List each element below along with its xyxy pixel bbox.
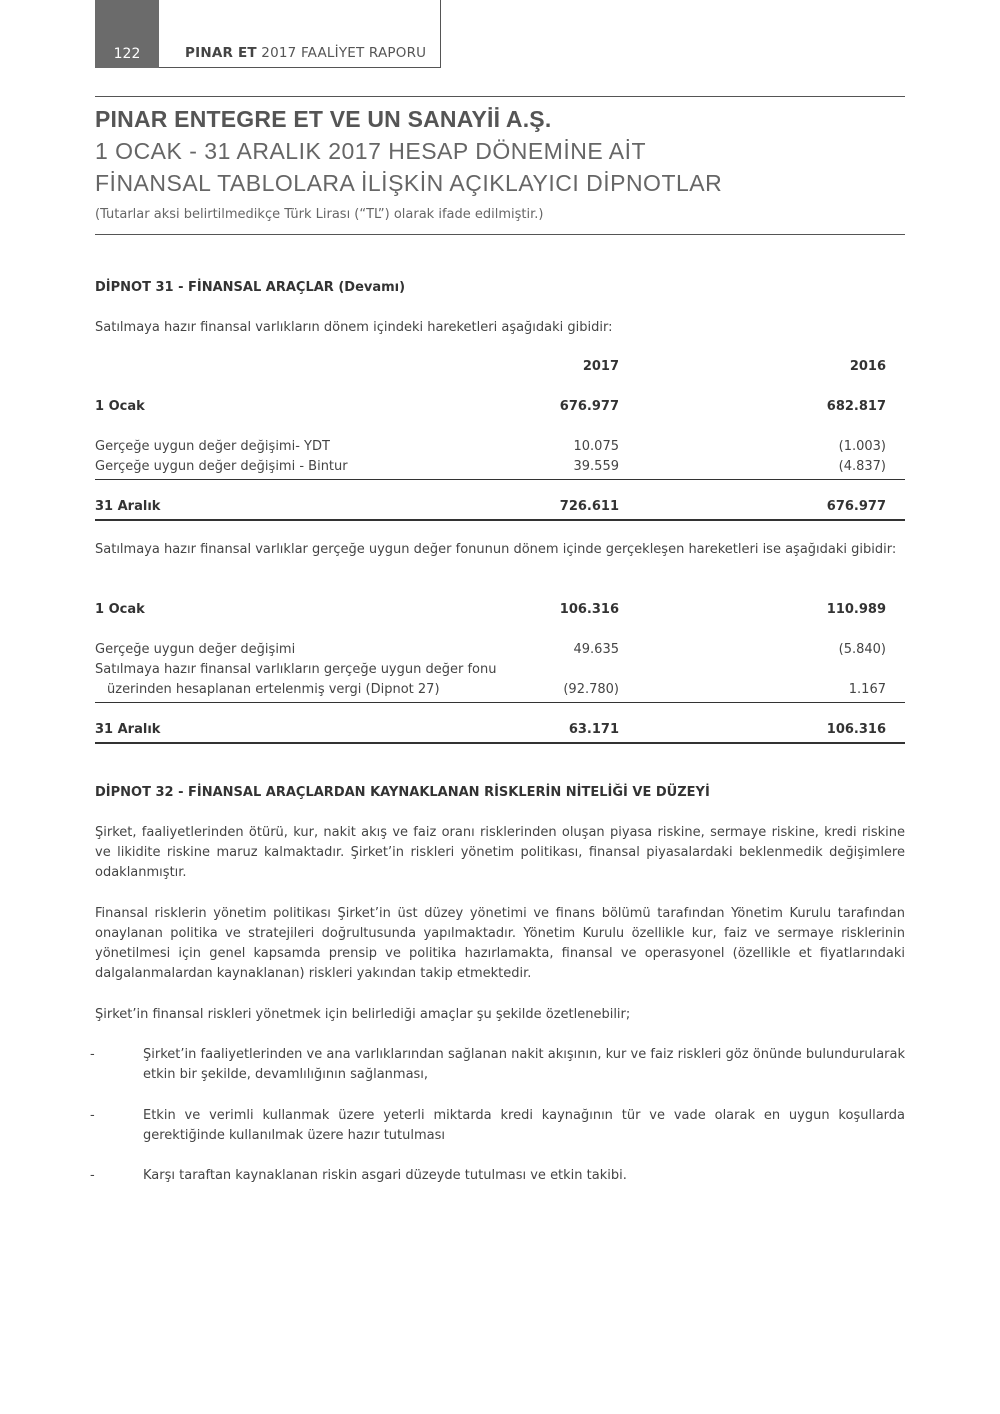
table-row — [95, 499, 905, 519]
table-row — [95, 602, 905, 622]
bullet-text: Etkin ve verimli kullanmak üzere yeterli miktarda kredi kaynağının tür ve vade olarak en uygun koşullarda gerektiğinde kullanılmak üzere hazır tutulması — [143, 1108, 905, 1143]
value-2016: (4.837) — [838, 459, 886, 474]
row-label: 31 Aralık — [95, 722, 161, 737]
table-header-row — [95, 359, 905, 379]
value-2017: 676.977 — [559, 399, 619, 414]
report-name: 2017 FAALİYET RAPORU — [261, 45, 427, 61]
value-2016: 110.989 — [826, 602, 886, 617]
page-number: 122 — [113, 46, 141, 62]
bullet-dash: - — [90, 1168, 95, 1183]
table-row — [95, 722, 905, 742]
bullet-dash: - — [90, 1047, 95, 1062]
table-total-rule — [95, 519, 905, 521]
bullet-text: Şirket’in faaliyetlerinden ve ana varlıklarından sağlanan nakit akışının, kur ve faiz riskleri göz önünde bulundurularak etkin bir şekilde, devamlılığının sağlanması, — [143, 1047, 905, 1082]
report-brand: PINAR ET — [185, 45, 257, 61]
col-2016-header: 2016 — [849, 359, 886, 374]
bullet-dash: - — [90, 1108, 95, 1123]
row-label: 1 Ocak — [95, 399, 145, 414]
list-item — [90, 1106, 905, 1146]
table-total-rule — [95, 742, 905, 744]
bullet-text: Karşı taraftan kaynaklanan riskin asgari düzeyde tutulması ve etkin takibi. — [143, 1168, 627, 1183]
note32-heading: DİPNOT 32 - FİNANSAL ARAÇLARDAN KAYNAKLANAN RİSKLERİN NİTELİĞİ VE DÜZEYİ — [95, 785, 710, 800]
table-row — [95, 682, 905, 702]
value-2017: 106.316 — [559, 602, 619, 617]
value-2017: 63.171 — [568, 722, 619, 737]
title-subject: FİNANSAL TABLOLARA İLİŞKİN AÇIKLAYICI DİPNOTLAR — [95, 170, 723, 196]
note31-intro1: Satılmaya hazır finansal varlıkların dönem içindeki hareketleri aşağıdaki gibidir: — [95, 320, 613, 335]
note31-intro2: Satılmaya hazır finansal varlıklar gerçeğe uygun değer fonunun dönem içinde gerçekleşen hareketleri ise aşağıdaki gibidir: — [95, 542, 897, 557]
table-row — [95, 399, 905, 419]
value-2016: 1.167 — [848, 682, 886, 697]
page-number-block — [95, 0, 159, 68]
note31-heading: DİPNOT 31 - FİNANSAL ARAÇLAR (Devamı) — [95, 280, 406, 295]
note32-paragraph-3: Şirket’in finansal riskleri yönetmek için belirlediği amaçlar şu şekilde özetlenebilir; — [95, 1007, 631, 1022]
value-2016: 106.316 — [826, 722, 886, 737]
report-title — [185, 45, 426, 61]
value-2017: 10.075 — [573, 439, 619, 454]
value-2016: 676.977 — [826, 499, 886, 514]
value-2017: 726.611 — [559, 499, 619, 514]
list-item — [90, 1045, 905, 1085]
currency-note: (Tutarlar aksi belirtilmedikçe Türk Lirası (“TL”) olarak ifade edilmiştir.) — [95, 207, 544, 222]
row-label: Gerçeğe uygun değer değişimi — [95, 642, 296, 657]
company-name: PINAR ENTEGRE ET VE UN SANAYİİ A.Ş. — [95, 106, 552, 132]
row-label: 1 Ocak — [95, 602, 145, 617]
table-row — [95, 439, 905, 459]
title-bottom-rule — [95, 234, 905, 235]
value-2016: (1.003) — [838, 439, 886, 454]
value-2017: 49.635 — [573, 642, 619, 657]
table-row — [95, 459, 905, 479]
row-label: Satılmaya hazır finansal varlıkların gerçeğe uygun değer fonu — [95, 662, 497, 677]
row-label: 31 Aralık — [95, 499, 161, 514]
col-2017-header: 2017 — [582, 359, 619, 374]
table-subtotal-rule — [95, 479, 905, 480]
value-2016: (5.840) — [838, 642, 886, 657]
title-top-rule — [95, 96, 905, 97]
list-item — [90, 1166, 905, 1186]
title-period: 1 OCAK - 31 ARALIK 2017 HESAP DÖNEMİNE AİT — [95, 138, 647, 164]
note32-paragraph-1: Şirket, faaliyetlerinden ötürü, kur, nakit akış ve faiz oranı risklerinden oluşan piyasa riskine, sermaye riskine, kredi riskine ve likidite riskine maruz kalmaktadır. Şirket’in riskleri yönetim politikası, finansal piyasalardaki beklenmedik değişimlere odaklanmıştır. — [95, 825, 905, 880]
value-2017: (92.780) — [563, 682, 619, 697]
table-row — [95, 662, 905, 682]
table-row — [95, 642, 905, 662]
row-label: Gerçeğe uygun değer değişimi - Bintur — [95, 459, 348, 474]
value-2017: 39.559 — [573, 459, 619, 474]
row-label: üzerinden hesaplanan ertelenmiş vergi (Dipnot 27) — [107, 682, 440, 697]
table-subtotal-rule — [95, 702, 905, 703]
note32-paragraph-2: Finansal risklerin yönetim politikası Şirket’in üst düzey yönetimi ve finans bölümü tarafından Yönetim Kurulu tarafından onaylanan politika ve stratejileri doğrultusunda yapılmaktadır. Yönetim Kurulu özellikle kur, faiz ve sermaye risklerinin yönetilmesi için genel kapsamda prensip ve politika hazırlamakta, finansal ve operasyonel (özellikle et fiyatlarındaki dalgalanmalardan kaynaklanan) riskleri yakından takip etmektedir. — [95, 906, 905, 981]
value-2016: 682.817 — [826, 399, 886, 414]
row-label: Gerçeğe uygun değer değişimi- YDT — [95, 439, 330, 454]
